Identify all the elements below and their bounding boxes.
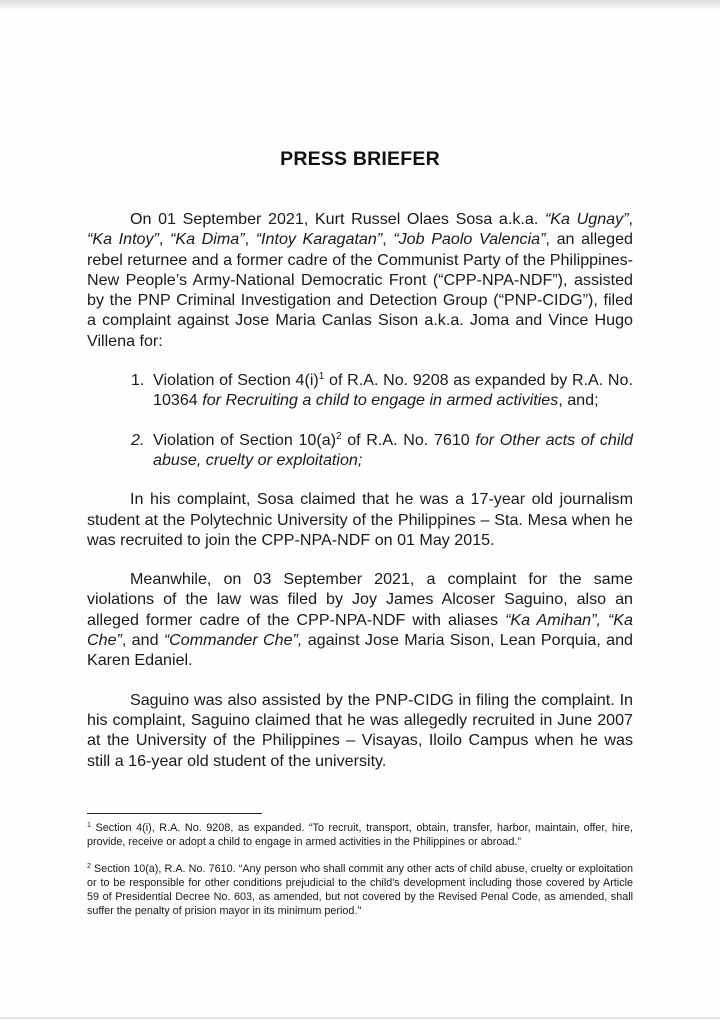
top-edge-shadow [0, 0, 720, 10]
footnote-divider [87, 813, 262, 814]
violation-law: of R.A. No. 7610 [341, 430, 476, 449]
violations-list [87, 370, 633, 470]
paragraph-1-tail: , an alleged rebel returnee and a former cadre of the Communist Party of the Philippines-New People’s Army-National Democratic Front (“CPP-NPA-NDF”), assisted by the PNP Criminal Investigation and Detection Group (“PNP-CIDG”), filed a complaint against Jose Maria Canlas Sison a.k.a. Joma and Vince Hugo Villena for: [87, 230, 633, 350]
footnote-text: Section 4(i), R.A. No. 9208, as expanded. “To recruit, transport, obtain, transfer, harbor, maintain, offer, hire, provide, receive or adopt a child to engage in armed activities in the Philippines or abroad.” [87, 821, 633, 848]
alias-ka-ugnay: “Ka Ugnay” [544, 210, 629, 228]
footnote-text: Section 10(a), R.A. No. 7610. “Any person who shall commit any other acts of child abuse, cruelty or exploitation or to be responsible for other conditions prejudicial to the child's development including those covered by Article 59 of Presidential Decree No. 603, as amended, but not covered by the Revised Penal Code, as amended, shall suffer the penalty of prision mayor in its minimum period." [87, 863, 633, 917]
footnote-number: 1 [87, 821, 91, 829]
footnote-ref[interactable]: 1 [318, 371, 325, 383]
footnote-1 [87, 822, 633, 850]
violation-description: for Other acts of child abuse, cruelty or exploitation; [153, 430, 633, 469]
alias-intoy-karagatan: “Intoy Karagatan” [255, 230, 383, 249]
footnote-number: 2 [87, 863, 91, 871]
conjunction: , and [121, 631, 164, 650]
list-number: 1. [131, 371, 145, 390]
violation-text: Violation of Section 4(i) [153, 371, 319, 390]
paragraph-3-tail: against Jose Maria Sison, Lean Porquia, and Karen Edaniel. [87, 631, 633, 670]
separator: , [158, 230, 171, 249]
violation-item [87, 430, 633, 471]
alias-commander-che: “Commander Che”, [163, 631, 303, 650]
paragraph-complaint-sosa [87, 209, 633, 351]
alias-job-paolo-valencia: “Job Paolo Valencia” [393, 230, 546, 249]
paragraph-saguino-claim: Saguino was also assisted by the PNP-CIDG in filing the complaint. In his complaint, Saguino claimed that he was allegedly recruited in June 2007 at the University of the Philippines – Visayas, Iloilo Campus when he was still a 16-year old student of the university. [87, 690, 633, 770]
violation-law: of R.A. No. 9208 as expanded by R.A. No. 10364 [153, 371, 633, 410]
paragraph-complaint-saguino [87, 569, 633, 670]
alias-ka-intoy: “Ka Intoy” [87, 230, 159, 249]
separator: , [382, 230, 394, 249]
separator: , [244, 230, 256, 249]
document-page [87, 147, 633, 919]
violation-description: for Recruiting a child to engage in armed activities [202, 391, 559, 410]
document-title: PRESS BRIEFER [280, 148, 440, 170]
violation-text: Violation of Section 10(a) [153, 430, 337, 449]
paragraph-3-lead: Meanwhile, on 03 September 2021, a complaint for the same violations of the law was filed by Joy James Alcoser Saguino, also an alleged former cadre of the CPP-NPA-NDF with aliases [87, 570, 633, 629]
violation-item [87, 370, 633, 411]
footnote-2 [87, 863, 633, 918]
alias-ka-dima: “Ka Dima” [170, 230, 245, 249]
paragraph-sosa-claim: In his complaint, Sosa claimed that he was a 17-year old journalism student at the Polytechnic University of the Philippines – Sta. Mesa when he was recruited to join the CPP-NPA-NDF on 01 May 2015. [87, 490, 633, 549]
alias-ka-amihan-ka-che: “Ka Amihan”, “Ka Che” [87, 610, 633, 650]
separator: , [628, 210, 634, 228]
paragraph-1-lead: On 01 September 2021, Kurt Russel Olaes Sosa a.k.a. [130, 210, 545, 228]
violation-tail: , and; [558, 391, 599, 410]
list-number: 2. [131, 430, 145, 449]
footnote-ref[interactable]: 2 [336, 430, 342, 442]
